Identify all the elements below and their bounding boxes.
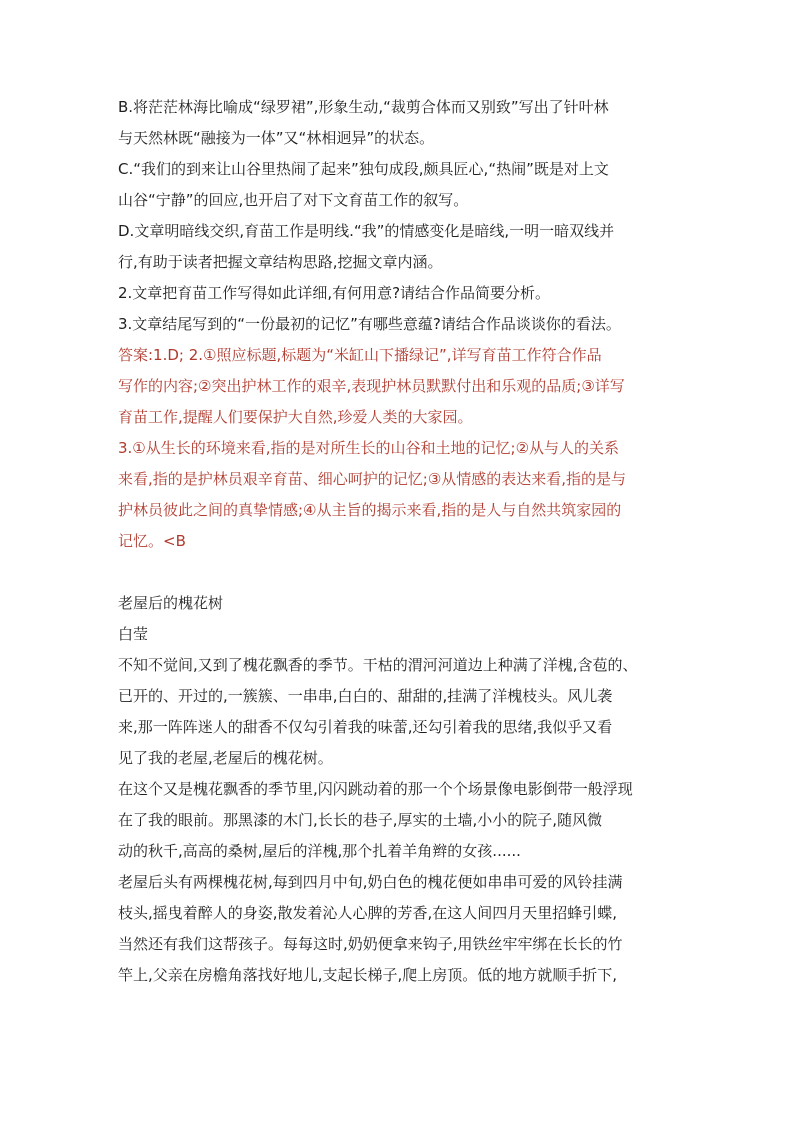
question-question-2 [118, 278, 678, 309]
text-line: 见了我的老屋,老屋后的槐花树。 [118, 749, 333, 767]
article-author: 白莹 [118, 625, 149, 643]
article-title: 老屋后的槐花树 [118, 594, 224, 612]
text-line: 老屋后头有两棵槐花树,每到四月中旬,奶白色的槐花便如串串可爱的风铃挂满 [118, 873, 623, 891]
question-option-c [118, 154, 678, 216]
section-spacer [118, 557, 678, 588]
answer-answer-3 [118, 433, 678, 557]
text-line: 写作的内容;②突出护林工作的艰辛,表现护林员默默付出和乐观的品质;③详写 [118, 377, 625, 395]
text-line: C.“我们的到来让山谷里热闹了起来”独句成段,颇具匠心,“热闹”既是对上文 [118, 160, 609, 178]
text-line: 护林员彼此之间的真挚情感;④从主旨的揭示来看,指的是人与自然共筑家园的 [118, 501, 622, 519]
text-line: 动的秋千,高高的桑树,屋后的洋槐,那个扎着羊角辫的女孩...... [118, 842, 521, 860]
text-line: 当然还有我们这帮孩子。每每这时,奶奶便拿来钩子,用铁丝牢牢绑在长长的竹 [118, 935, 623, 953]
text-line: 育苗工作,提醒人们要保护大自然,珍爱人类的大家园。 [118, 408, 473, 426]
text-line: 3.①从生长的环境来看,指的是对所生长的山谷和土地的记忆;②从与人的关系 [118, 439, 620, 457]
text-line: B.将茫茫林海比喻成“绿罗裙”,形象生动,“裁剪合体而又别致”写出了针叶林 [118, 98, 609, 116]
answer-answer-1-2 [118, 340, 678, 433]
question-option-b [118, 92, 678, 154]
article-para-3 [118, 867, 678, 991]
text-line: 与天然林既“融接为一体”又“林相迥异”的状态。 [118, 129, 435, 147]
text-line: 竿上,父亲在房檐角落找好地儿,支起长梯子,爬上房顶。低的地方就顺手折下, [118, 966, 618, 984]
text-line: 不知不觉间,又到了槐花飘香的季节。干枯的渭河河道边上种满了洋槐,含苞的、 [118, 656, 638, 674]
text-line: 答案:1.D; 2.①照应标题,标题为“米缸山下播绿记”,详写育苗工作符合作品 [118, 346, 602, 364]
text-line: 枝头,摇曳着醉人的身姿,散发着沁人心脾的芳香,在这人间四月天里招蜂引蝶, [118, 904, 618, 922]
text-line: 来看,指的是护林员艰辛育苗、细心呵护的记忆;③从情感的表达来看,指的是与 [118, 470, 627, 488]
text-line: 来,那一阵阵迷人的甜香不仅勾引着我的味蕾,还勾引着我的思绪,我似乎又看 [118, 718, 613, 736]
text-line: 已开的、开过的,一簇簇、一串串,白白的、甜甜的,挂满了洋槐枝头。风儿袭 [118, 687, 613, 705]
article-para-2 [118, 774, 678, 867]
question-question-3 [118, 309, 678, 340]
text-line: 记忆。<B [118, 532, 186, 550]
document-content [118, 92, 678, 991]
answer-block [118, 340, 678, 557]
text-line: D.文章明暗线交织,育苗工作是明线.“我”的情感变化是暗线,一明一暗双线并 [118, 222, 615, 240]
article-body [118, 650, 678, 991]
text-line: 2.文章把育苗工作写得如此详细,有何用意?请结合作品简要分析。 [118, 284, 551, 302]
question-block [118, 92, 678, 340]
text-line: 行,有助于读者把握文章结构思路,挖掘文章内涵。 [118, 253, 443, 271]
text-line: 3.文章结尾写到的“一份最初的记忆”有哪些意蕴?请结合作品谈谈你的看法。 [118, 315, 621, 333]
text-line: 在了我的眼前。那黑漆的木门,长长的巷子,厚实的土墙,小小的院子,随风微 [118, 811, 603, 829]
question-option-d [118, 216, 678, 278]
text-line: 在这个又是槐花飘香的季节里,闪闪跳动着的那一个个场景像电影倒带一般浮现 [118, 780, 633, 798]
article-para-1 [118, 650, 678, 774]
text-line: 山谷“宁静”的回应,也开启了对下文育苗工作的叙写。 [118, 191, 469, 209]
